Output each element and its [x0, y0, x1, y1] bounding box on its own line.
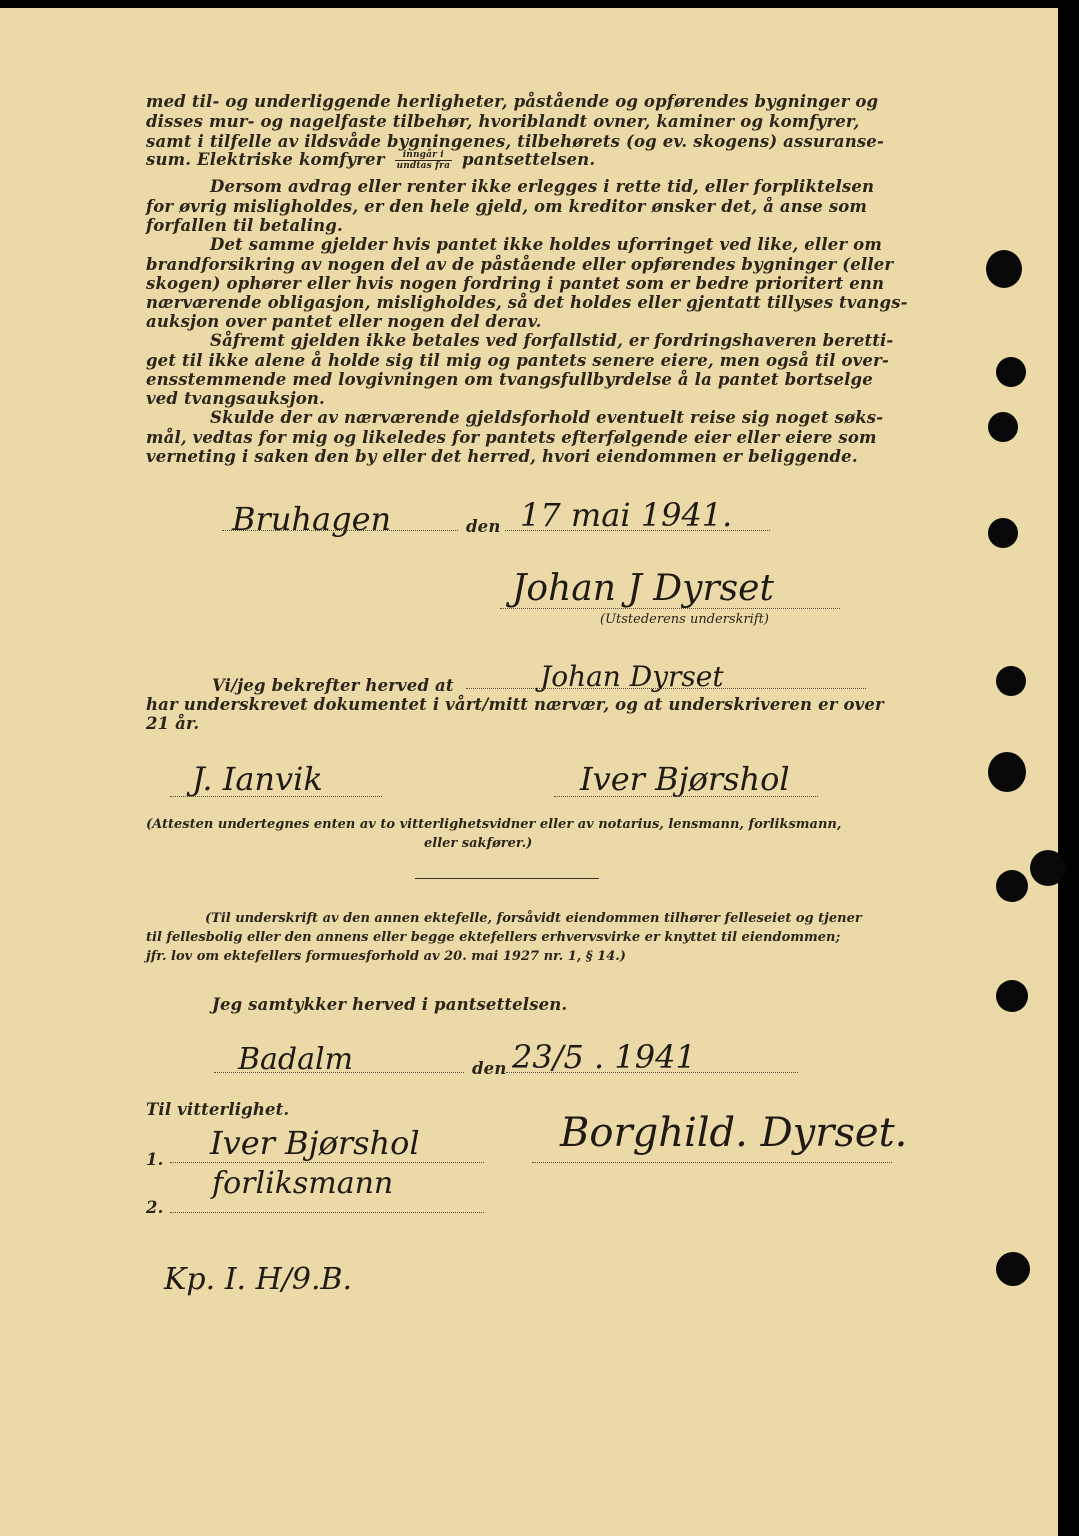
consent-place: Badalm: [238, 1042, 354, 1077]
den-label: den: [466, 517, 501, 536]
punch-hole: [1030, 850, 1066, 886]
vitterlighet-number-2: 2.: [146, 1198, 164, 1217]
vitterlighet-witness-1-title: forliksmann: [212, 1166, 394, 1201]
body-text: pantsettelsen.: [461, 150, 596, 169]
body-line: skogen) ophører eller hvis nogen fordring i pantet som er bedre prioritert enn: [146, 274, 885, 293]
consent-text: Jeg samtykker herved i pantsettelsen.: [212, 995, 568, 1014]
signature-caption: (Utstederens underskrift): [600, 612, 769, 627]
witness-1-signature: J. Ianvik: [192, 760, 323, 798]
spouse-signature: Borghild. Dyrset.: [560, 1110, 908, 1156]
body-line: Skulde der av nærværende gjeldsforhold eventuelt reise sig noget søks-: [210, 408, 884, 427]
confirmed-signer: Johan Dyrset: [540, 660, 724, 693]
body-line: med til- og underliggende herligheter, påstående og opførendes bygninger og: [146, 92, 879, 111]
consent-den-label: den: [472, 1059, 507, 1078]
consent-date-dotted-line: [506, 1072, 798, 1073]
confirm-dotted-line: [466, 688, 866, 689]
vitterlighet-line-1: [170, 1162, 484, 1163]
spouse-note-1: (Til underskrift av den annen ektefelle, forsåvidt eiendommen tilhører felleseiet og tjener: [205, 911, 862, 926]
issue-date: 17 mai 1941.: [520, 496, 733, 534]
punch-hole: [996, 1252, 1030, 1286]
body-line: get til ikke alene å holde sig til mig og pantets senere eiere, men også til over-: [146, 351, 889, 370]
punch-hole: [988, 518, 1018, 548]
confirm-line-2: har underskrevet dokumentet i vårt/mitt nærvær, og at underskriveren er over: [146, 695, 884, 714]
body-line: nærværende obligasjon, misligholdes, så det holdes eller gjentatt tillyses tvangs-: [146, 293, 908, 312]
body-line: verneting i saken den by eller det herred, hvori eiendommen er beliggende.: [146, 447, 858, 466]
punch-hole: [996, 666, 1026, 696]
body-line: ved tvangsauksjon.: [146, 389, 325, 408]
body-line: Såfremt gjelden ikke betales ved forfallstid, er fordringshaveren beretti-: [210, 331, 894, 350]
body-text: sum. Elektriske komfyrer: [146, 150, 385, 169]
consent-date: 23/5 . 1941: [512, 1038, 696, 1076]
issuer-signature: Johan J Dyrset: [512, 568, 774, 609]
body-line: brandforsikring av nogen del av de påstående eller opførendes bygninger (eller: [146, 255, 894, 274]
witness-2-dotted-line: [554, 796, 818, 797]
body-line: auksjon over pantet eller nogen del derav.: [146, 312, 542, 331]
section-divider: [415, 878, 599, 879]
body-line: Det samme gjelder hvis pantet ikke holdes uforringet ved like, eller om: [210, 235, 882, 254]
attest-note-2: eller sakfører.): [424, 836, 533, 851]
signature-dotted-line: [500, 608, 840, 609]
witness-1-dotted-line: [170, 796, 382, 797]
fraction: [395, 150, 453, 171]
attest-note-1: (Attesten undertegnes enten av to vitterlighetsvidner eller av notarius, lensmann, forliksmann,: [146, 817, 842, 832]
body-line: forfallen til betaling.: [146, 216, 343, 235]
body-line: mål, vedtas for mig og likeledes for pantets efterfølgende eier eller eiere som: [146, 428, 877, 447]
confirm-line-3: 21 år.: [146, 714, 200, 733]
punch-hole: [996, 980, 1028, 1012]
body-line: for øvrig misligholdes, er den hele gjeld, om kreditor ønsker det, å anse som: [146, 197, 868, 216]
body-line: ensstemmende med lovgivningen om tvangsfullbyrdelse å la pantet bortselge: [146, 370, 873, 389]
punch-hole: [996, 870, 1028, 902]
body-line: Dersom avdrag eller renter ikke erlegges i rette tid, eller forpliktelsen: [210, 177, 875, 196]
margin-note: Kp. I. H/9.B.: [164, 1262, 353, 1297]
body-line-fraction: [146, 150, 595, 171]
spouse-signature-line: [532, 1162, 892, 1163]
punch-hole: [988, 752, 1026, 792]
vitterlighet-line-2: [170, 1212, 484, 1213]
body-line: disses mur- og nagelfaste tilbehør, hvoriblandt ovner, kaminer og komfyrer,: [146, 112, 860, 131]
fraction-bottom: undtas fra: [396, 161, 451, 171]
issue-place: Bruhagen: [232, 500, 392, 538]
vitterlighet-witness-1: Iver Bjørshol: [210, 1124, 420, 1162]
date-dotted-line: [505, 530, 770, 531]
place-dotted-line: [222, 530, 458, 531]
confirm-prefix: Vi/jeg bekrefter herved at: [212, 676, 454, 695]
witness-2-signature: Iver Bjørshol: [580, 760, 790, 798]
fraction-top: inngår i: [395, 150, 453, 161]
spouse-note-3: jfr. lov om ektefellers formuesforhold av 20. mai 1927 nr. 1, § 14.): [146, 949, 626, 964]
punch-hole: [988, 412, 1018, 442]
spouse-note-2: til fellesbolig eller den annens eller begge ektefellers erhvervsvirke er knyttet til eiendommen;: [146, 930, 841, 945]
body-line: samt i tilfelle av ildsvåde bygningenes, tilbehørets (og ev. skogens) assuranse-: [146, 132, 884, 151]
vitterlighet-number-1: 1.: [146, 1150, 164, 1169]
vitterlighet-heading: Til vitterlighet.: [146, 1100, 290, 1119]
punch-hole: [996, 357, 1026, 387]
consent-place-dotted-line: [214, 1072, 464, 1073]
punch-hole: [986, 250, 1022, 288]
